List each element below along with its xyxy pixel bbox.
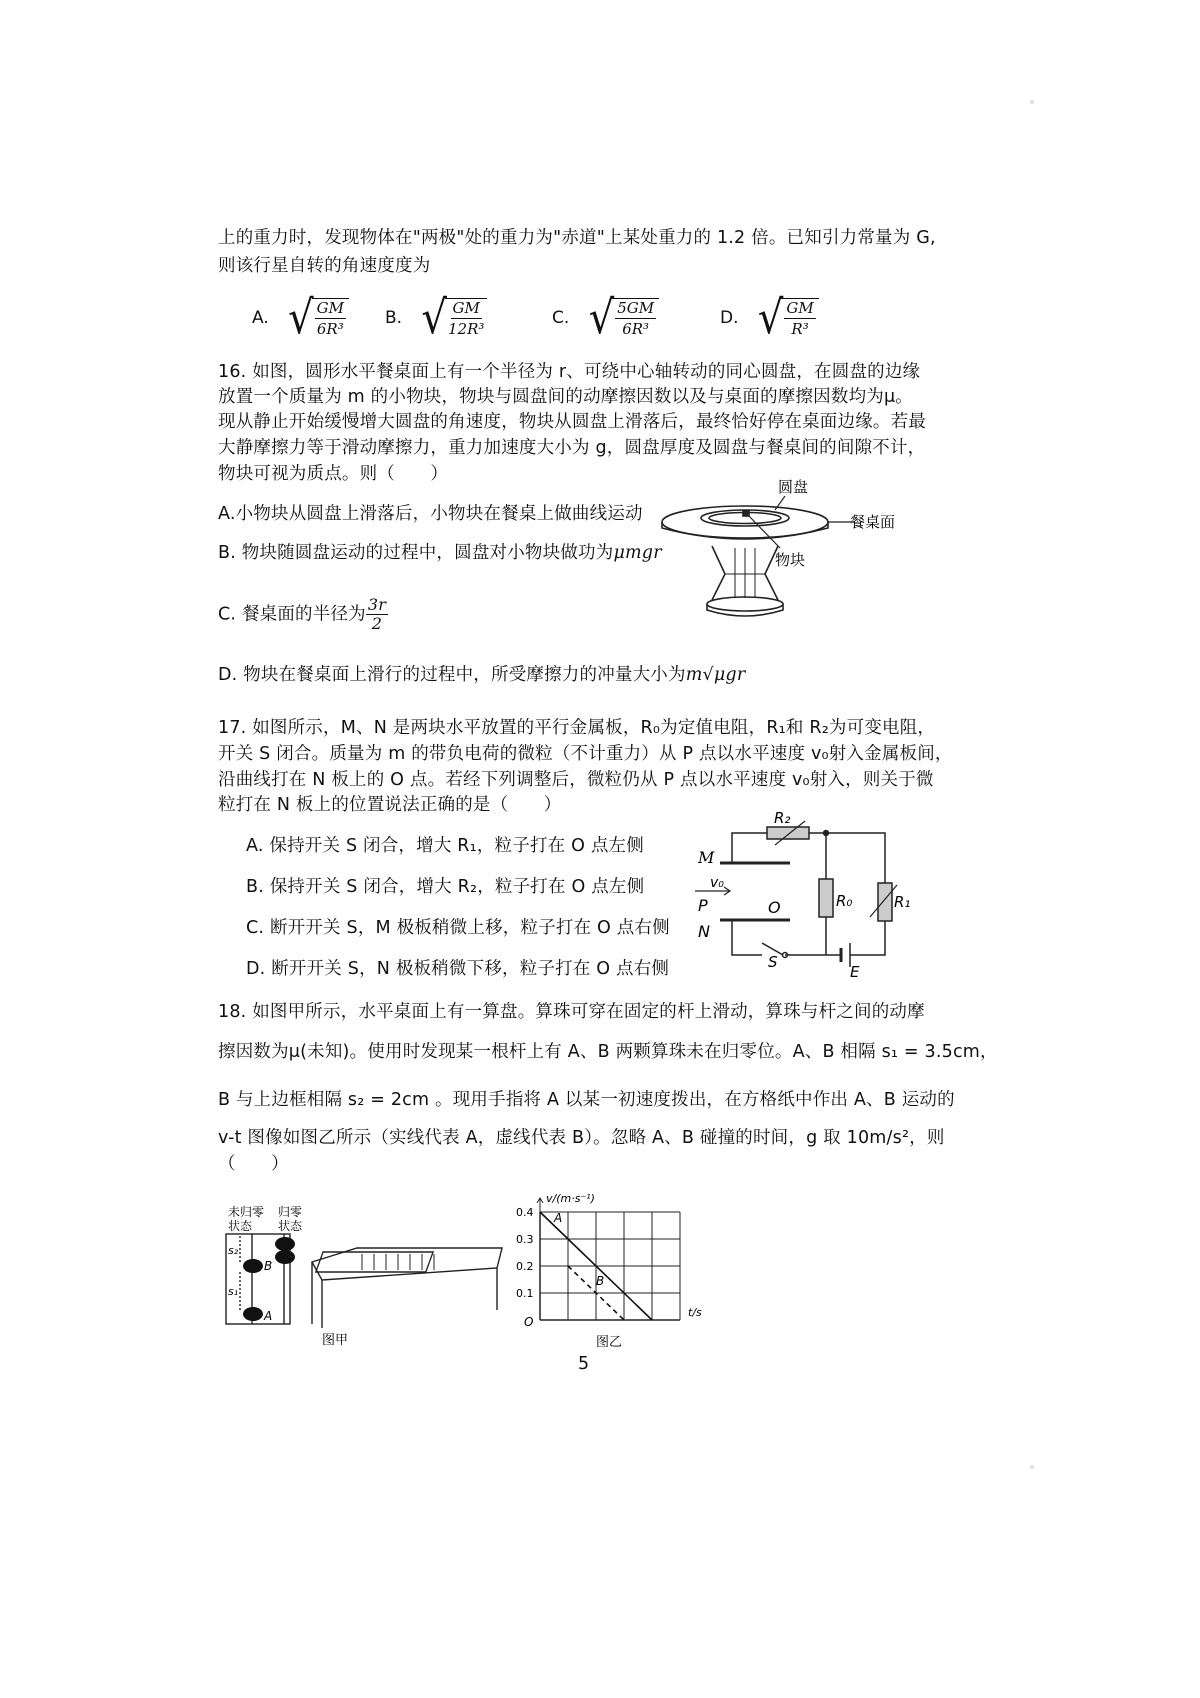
abacus-rods xyxy=(362,1254,434,1270)
resistor-r2 xyxy=(767,827,809,839)
wire-right-bottom xyxy=(850,921,885,955)
label-r1: R₁ xyxy=(894,893,911,911)
label-not-zero: 未归零 xyxy=(228,1205,265,1219)
resistor-r1 xyxy=(878,883,892,921)
label-v0: v₀ xyxy=(710,875,724,891)
wire-top-right xyxy=(809,833,885,883)
q17-line: 粒打在 N 板上的位置说法正确的是（ ） xyxy=(218,795,562,815)
q17-line: 17. 如图所示，M、N 是两块水平放置的平行金属板，R₀为定值电阻，R₁和 R₂为可变电阻， xyxy=(218,718,936,738)
scan-speck xyxy=(1030,100,1034,104)
wire-bottom-left xyxy=(732,920,762,955)
q15-option-d[interactable]: D. √ $\frac{GM}{\text{R³}}$ xyxy=(720,298,819,338)
q16-line: 物块可视为质点。则（ ） xyxy=(218,464,449,484)
table-top-edge xyxy=(662,522,828,539)
q16-line: 大静摩擦力等于滑动摩擦力，重力加速度大小为 g，圆盘厚度及圆盘与餐桌间的间隙不计， xyxy=(218,438,926,458)
table-label: 餐桌面 xyxy=(850,513,896,531)
block-label: 物块 xyxy=(775,551,806,569)
label-s2: s₂ xyxy=(228,1244,239,1257)
q18-line4: v-t 图像如图乙所示（实线代表 A，虚线代表 B）。忽略 A、B 碰撞的时间，g 取 10m/s²，则 xyxy=(218,1128,945,1148)
bead-zero-top xyxy=(275,1237,295,1251)
q16-option-a[interactable]: A.小物块从圆盘上滑落后，小物块在餐桌上做曲线运动 xyxy=(218,504,643,524)
caption-fig1: 图甲 xyxy=(322,1333,349,1348)
label-a: A xyxy=(264,1309,273,1323)
q16-line: 放置一个质量为 m 的小物块，物块与圆盘间的动摩擦因数以及与桌面的摩擦因数均为μ。 xyxy=(218,387,914,407)
q16-option-d[interactable]: D. 物块在餐桌面上滑行的过程中，所受摩擦力的冲量大小为m√μgr xyxy=(218,665,746,685)
q18-line1: 18. 如图甲所示，水平桌面上有一算盘。算珠可穿在固定的杆上滑动，算珠与杆之间的动摩 xyxy=(218,1002,925,1022)
label-zero: 归零 xyxy=(278,1205,303,1219)
abacus-board xyxy=(312,1248,502,1280)
label-r2: R₂ xyxy=(774,809,791,827)
abacus-figure xyxy=(222,1200,507,1350)
label-r0: R₀ xyxy=(836,892,853,910)
label-b: B xyxy=(264,1259,273,1273)
q17-option-a[interactable]: A. 保持开关 S 闭合，增大 R₁，粒子打在 O 点左侧 xyxy=(246,836,644,856)
label-n: N xyxy=(698,922,710,941)
table-base-edge xyxy=(707,604,783,616)
bead-zero-bottom xyxy=(275,1250,295,1264)
q17-option-c[interactable]: C. 断开开关 S，M 极板稍微上移，粒子打在 O 点右侧 xyxy=(246,918,670,938)
q16-option-c[interactable]: C. 餐桌面的半径为 $\frac{3r}{2}$ xyxy=(218,595,387,633)
y-axis-arrow xyxy=(537,1198,543,1212)
q18-line3: B 与上边框相隔 s₂ = 2cm 。现用手指将 A 以某一初速度拨出，在方格纸中作出 A、B 运动的 xyxy=(218,1090,955,1110)
q15-line1: 上的重力时，发现物体在"两极"处的重力为"赤道"上某处重力的 1.2 倍。已知引力常量为 G, xyxy=(218,228,936,248)
origin-label: O xyxy=(524,1315,534,1329)
y-tick-label: 0.4 xyxy=(516,1206,534,1219)
label-s1: s₁ xyxy=(228,1285,239,1298)
y-tick-label: 0.1 xyxy=(516,1287,534,1300)
q17-option-d[interactable]: D. 断开开关 S，N 极板稍微下移，粒子打在 O 点右侧 xyxy=(246,959,670,979)
vt-ticks xyxy=(516,1206,534,1300)
series-a-label: A xyxy=(554,1211,563,1225)
circuit-figure xyxy=(690,805,920,980)
q17-line: 开关 S 闭合。质量为 m 的带负电荷的微粒（不计重力）从 P 点以水平速度 v₀射入金属板间， xyxy=(218,744,953,764)
bead-a xyxy=(243,1307,263,1321)
series-b-label: B xyxy=(596,1274,605,1288)
x-axis-label: t/s xyxy=(688,1306,702,1319)
label-not-zero-2: 状态 xyxy=(228,1219,253,1233)
label-zero-2: 状态 xyxy=(278,1219,303,1233)
wire-top-left xyxy=(732,833,767,863)
q18-line2: 擦因数为μ(未知)。使用时发现某一根杆上有 A、B 两颗算珠未在归零位。A、B 相隔 s₁ = 3.5cm， xyxy=(218,1042,998,1062)
label-m: M xyxy=(698,848,715,867)
y-tick-label: 0.2 xyxy=(516,1260,534,1273)
bead-b xyxy=(243,1259,263,1273)
scan-speck xyxy=(1030,1465,1034,1469)
q15-option-c[interactable]: C. √ $\frac{5GM}{\text{6R³}}$ xyxy=(552,298,659,338)
block-square xyxy=(743,511,749,516)
resistor-r0 xyxy=(819,879,833,917)
q16-line: 16. 如图，圆形水平餐桌面上有一个半径为 r、可绕中心轴转动的同心圆盘，在圆盘的边缘 xyxy=(218,362,921,382)
page-number: 5 xyxy=(578,1354,590,1374)
table-disc-figure xyxy=(650,478,910,623)
y-tick-label: 0.3 xyxy=(516,1233,534,1246)
table-base xyxy=(707,597,783,611)
label-o: O xyxy=(768,898,781,917)
q18-line5: （ ） xyxy=(218,1154,289,1174)
q17-line: 沿曲线打在 N 板上的 O 点。若经下列调整后，微粒仍从 P 点以水平速度 v₀射入，则关于微 xyxy=(218,770,934,790)
q17-option-b[interactable]: B. 保持开关 S 闭合，增大 R₂，粒子打在 O 点左侧 xyxy=(246,877,645,897)
q16-line: 现从静止开始缓慢增大圆盘的角速度，物块从圆盘上滑落后，最终恰好停在桌面边缘。若最 xyxy=(218,412,926,432)
q15-option-b[interactable]: B. √ $\frac{GM}{\text{12R³}}$ xyxy=(385,298,487,338)
q16-option-b[interactable]: B. 物块随圆盘运动的过程中，圆盘对小物块做功为μmgr xyxy=(218,543,662,563)
table-stem-lines xyxy=(725,548,765,598)
q15-option-a[interactable]: A. √ $\frac{GM}{\text{6R³}}$ xyxy=(252,298,349,338)
label-p: P xyxy=(698,896,708,915)
y-axis-label: v/(m·s⁻¹) xyxy=(546,1192,595,1205)
q15-line2: 则该行星自转的角速度度为 xyxy=(218,256,431,276)
vt-chart xyxy=(510,1188,710,1353)
label-e: E xyxy=(850,963,860,980)
disc-label: 圆盘 xyxy=(778,478,809,496)
caption-fig2: 图乙 xyxy=(596,1335,623,1350)
label-s: S xyxy=(768,953,778,971)
